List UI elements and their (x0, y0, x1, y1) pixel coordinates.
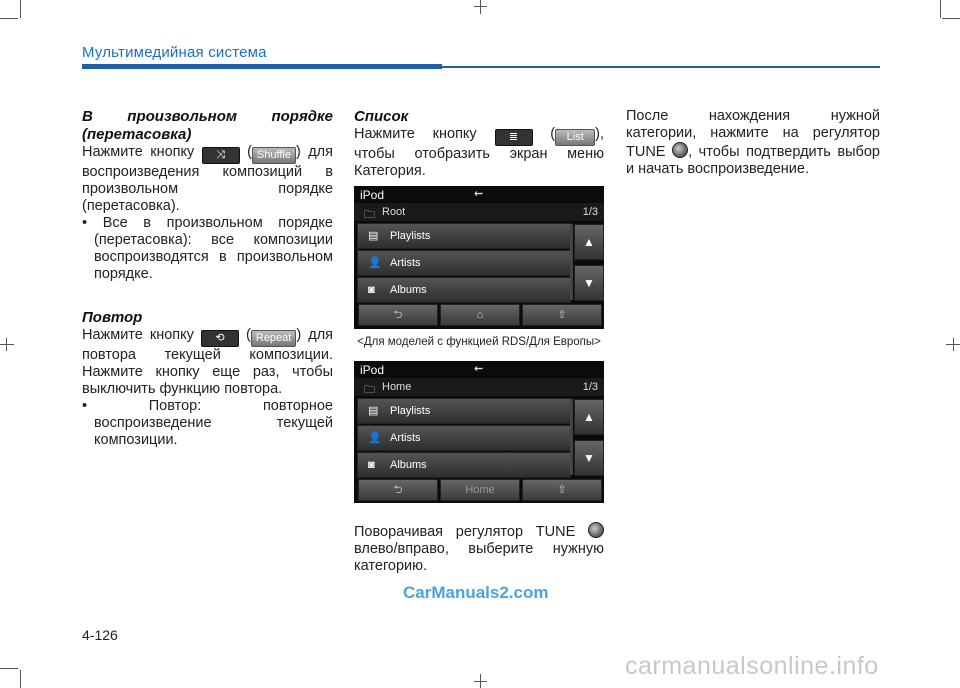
arrow-down-icon[interactable]: ▼ (574, 440, 604, 476)
crop-mark (0, 18, 18, 19)
section-title: Мультимедийная система (82, 44, 267, 61)
tune-text-a: Поворачивая регулятор TUNE (354, 524, 576, 540)
page-number: 4-126 (82, 627, 118, 643)
crop-mark (474, 681, 487, 682)
playlist-icon: ▤ (368, 405, 379, 417)
crop-mark (0, 668, 18, 669)
screen-title-bar (354, 186, 604, 203)
confirm-paragraph (626, 108, 880, 178)
list-paragraph: Нажмите кнопку ≣ ( List ), чтобы отобразить экран меню Категория. (354, 126, 604, 179)
confirm-text-b: , чтобы подтвердить выбор и начать воспроизведение. (626, 144, 880, 177)
column-left (82, 108, 333, 449)
screen-title-bar (354, 361, 604, 378)
shuffle-icon: ⤨ (202, 147, 240, 164)
list-item-albums[interactable] (357, 452, 571, 478)
usb-icon: ⇜ (474, 363, 484, 375)
arrow-down-icon[interactable]: ▼ (574, 265, 604, 301)
crop-mark (942, 18, 960, 19)
list-item-playlists[interactable] (357, 398, 571, 424)
shuffle-paragraph: Нажмите кнопку ⤨ ( Shuffle ) для воспроизведения композиций в произвольном порядке (перетасовка). (82, 144, 333, 214)
column-right (626, 108, 880, 178)
back-icon[interactable]: ⮌ (358, 479, 438, 501)
repeat-button[interactable]: Repeat (251, 330, 296, 347)
arrow-up-icon[interactable]: ▲ (574, 224, 604, 260)
list-item-label: Playlists (390, 230, 431, 242)
folder-bar (354, 203, 604, 221)
crop-mark (20, 670, 21, 688)
crop-mark (0, 344, 14, 345)
scrollbar[interactable] (570, 399, 573, 475)
repeat-text-b: для повтора текущей композиции. Нажмите кнопку еще раз, чтобы выключить функцию повтора. (82, 327, 334, 397)
ipod-screen-1 (354, 186, 604, 329)
repeat-text-a: Нажмите кнопку (82, 327, 194, 343)
folder-up-button[interactable] (522, 304, 602, 326)
tune-knob-icon (672, 142, 688, 158)
crop-mark (940, 0, 941, 18)
folder-bar (354, 378, 604, 396)
tune-text-b: влево/вправо, выберите нужную категорию. (354, 541, 604, 574)
repeat-icon: ⟲ (201, 330, 239, 347)
watermark-link[interactable]: CarManuals2.com (403, 583, 549, 602)
list-item-label: Albums (390, 459, 427, 471)
list-item-artists[interactable] (357, 250, 571, 276)
screen-title: iPod (360, 188, 385, 202)
tune-instruction (354, 522, 604, 575)
home-icon: ⌂ (476, 309, 484, 321)
shuffle-bullet: • Все в произвольном порядке (перетасовка): все композиции воспроизводятся в произвольном порядке. (82, 215, 333, 282)
tune-paragraph (354, 522, 604, 575)
footer-watermark: carmanualsonline.info (625, 652, 879, 680)
list-item-albums[interactable] (357, 277, 571, 303)
screen-title: iPod (360, 363, 385, 377)
header-rule-thin (442, 66, 880, 68)
home-button[interactable] (440, 304, 520, 326)
artist-icon: 👤 (368, 432, 382, 444)
folder-icon: 🗀 (364, 209, 375, 221)
list-item-label: Artists (390, 432, 421, 444)
crop-mark (953, 338, 954, 351)
crop-mark (6, 338, 7, 351)
folder-up-button[interactable] (522, 479, 602, 501)
list-heading: Список (354, 108, 409, 125)
album-icon: ◙ (368, 459, 375, 471)
list-text-b: чтобы отобразить экран меню Категория. (354, 146, 604, 179)
screen-caption: <Для моделей с функцией RDS/Для Европы> (357, 336, 601, 348)
playlist-icon: ▤ (368, 230, 379, 242)
ipod-screen-2 (354, 361, 604, 503)
confirm-text-a: После нахождения нужной категории, нажмите на регулятор TUNE (626, 108, 880, 160)
crop-mark (480, 0, 481, 14)
folder-name: Home (382, 381, 412, 393)
list-item-playlists[interactable] (357, 223, 571, 249)
crop-mark (474, 6, 487, 7)
list-text-a: Нажмите кнопку (354, 126, 477, 142)
album-icon: ◙ (368, 284, 375, 296)
crop-mark (20, 0, 21, 18)
list-button[interactable]: List (555, 129, 595, 146)
artist-icon: 👤 (368, 257, 382, 269)
folder-name: Root (382, 206, 406, 218)
repeat-heading: Повтор (82, 309, 143, 326)
scrollbar[interactable] (570, 224, 573, 300)
home-button[interactable]: Home (440, 479, 520, 501)
list-item-label: Playlists (390, 405, 431, 417)
shuffle-heading: В произвольном порядке (перетасовка) (82, 108, 333, 143)
list-item-label: Albums (390, 284, 427, 296)
shuffle-text-a: Нажмите кнопку (82, 144, 195, 160)
list-item-label: Artists (390, 257, 421, 269)
back-icon[interactable]: ⮌ (358, 304, 438, 326)
usb-icon: ⇜ (474, 188, 484, 200)
page-indicator: 1/3 (582, 206, 598, 218)
shuffle-button[interactable]: Shuffle (252, 147, 296, 164)
list-icon: ≣ (495, 129, 533, 146)
repeat-bullet: • Повтор: повторное воспроизведение текущей композиции. (82, 398, 333, 448)
list-item-artists[interactable] (357, 425, 571, 451)
shuffle-text-b: для воспроизведения композиций в произвольном порядке (перетасовка). (82, 144, 333, 214)
folder-icon: 🗀 (364, 384, 375, 396)
folder-up-icon: ⇧ (557, 309, 567, 321)
page-indicator: 1/3 (582, 381, 598, 393)
tune-knob-icon (588, 522, 604, 538)
arrow-up-icon[interactable]: ▲ (574, 399, 604, 435)
folder-up-icon: ⇧ (557, 484, 567, 496)
column-middle (354, 108, 604, 180)
header-rule-thick (82, 64, 442, 69)
repeat-paragraph: Нажмите кнопку ⟲ ( Repeat ) для повтора текущей композиции. Нажмите кнопку еще раз, чтобы выключить функцию повтора. (82, 327, 334, 397)
